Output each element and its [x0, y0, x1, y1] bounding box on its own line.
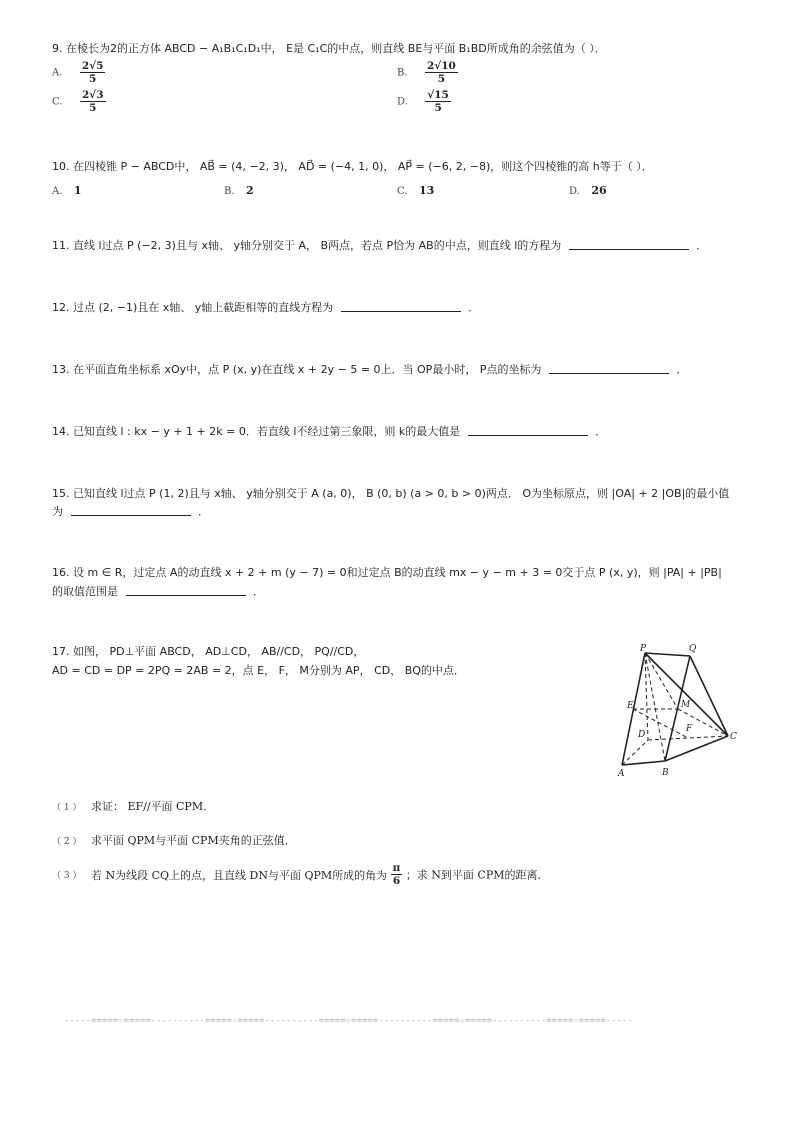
option-value: 1: [73, 184, 82, 197]
q9-option-b[interactable]: [397, 60, 458, 85]
part-index: （ 1 ）: [52, 803, 82, 813]
q16-line2: [52, 583, 264, 599]
option-fraction: $\frac{2√3}{5}$: [81, 89, 104, 114]
q17-part-3: [52, 862, 549, 887]
option-fraction: $\frac{2√5}{5}$: [81, 60, 104, 85]
part-text-before: 若 N为线段 CQ上的点，且直线 DN与平面 QPM所成的角为: [90, 868, 388, 882]
q10-option-a[interactable]: [52, 184, 82, 197]
part-index: （ 3 ）: [52, 871, 82, 881]
q13: [52, 361, 687, 377]
q9-option-a[interactable]: [52, 60, 105, 85]
vertex-label-e: E: [627, 701, 634, 711]
option-label: B.: [397, 67, 408, 79]
q12-text: 12. 过点 (2, −1)且在 x轴、 y轴上截距相等的直线方程为: [52, 301, 334, 314]
option-label: D.: [397, 96, 408, 108]
vertex-label-b: B: [662, 768, 669, 778]
q13-end: ．: [676, 363, 688, 376]
q16-line1: 16. 设 m ∈ R，过定点 A的动直线 x + 2 + m (y − 7) = 0和过定点 B的动直线 mx − y − m + 3 = 0交于点 P (x, y)，则 |PA| + |PB|: [52, 566, 722, 579]
q15-line2-text: 为: [52, 505, 63, 518]
q9-option-c[interactable]: [52, 89, 106, 114]
q17-line1: 17. 如图， PD⊥平面 ABCD， AD⊥CD， AB//CD， PQ//CD，: [52, 645, 365, 658]
q15-end: ．: [198, 505, 209, 518]
vertex-label-q: Q: [689, 644, 697, 654]
q13-text: 13. 在平面直角坐标系 xOy中，点 P (x, y)在直线 x + 2y − 5 = 0上．当 OP最小时， P点的坐标为: [52, 363, 542, 376]
q16-answer-blank[interactable]: [126, 585, 246, 596]
q10-option-b[interactable]: [224, 184, 254, 197]
q15-line2: [52, 503, 209, 519]
vertex-label-a: A: [618, 769, 625, 779]
q16-end: ．: [253, 585, 264, 598]
q13-answer-blank[interactable]: [549, 363, 669, 374]
q10-option-c[interactable]: [397, 184, 434, 197]
q17-part-1: [52, 798, 214, 814]
q11-answer-blank[interactable]: [569, 239, 689, 250]
q14-answer-blank[interactable]: [468, 425, 588, 436]
q17-figure: [610, 640, 750, 780]
q14-end: ．: [595, 425, 607, 438]
q9-option-d[interactable]: [397, 89, 451, 114]
q17-part-2: [52, 832, 296, 848]
vertex-label-d: D: [638, 730, 646, 740]
option-label: C.: [397, 186, 408, 197]
q9-stem: 9. 在棱长为2的正方体 ABCD − A₁B₁C₁D₁中， E是 C₁C的中点，则直线 BE与平面 B₁BD所成角的余弦值为（ ）．: [52, 42, 606, 55]
q10-stem: 10. 在四棱锥 P − ABCD中， AB⃗ = (4, −2, 3)， AD⃗ = (−4, 1, 0)， AP⃗ = (−6, 2, −8)，则这个四棱锥的高 h等于（ ）．: [52, 160, 653, 173]
footer-divider: -----=====☆=====----------=====☆=====----------=====☆=====----------=====☆=====----------=====☆=====-----: [64, 1016, 633, 1026]
option-label: D.: [569, 186, 580, 197]
q14: [52, 423, 606, 439]
q12: [52, 299, 479, 315]
option-fraction: $\frac{√15}{5}$: [427, 89, 449, 114]
part-text-after: ；求 N到平面 CPM的距离．: [405, 868, 549, 882]
vertex-label-c: C: [730, 732, 737, 742]
angle-fraction: $\frac{\pi}{6}$: [392, 862, 401, 887]
q11-end: ．: [696, 239, 708, 252]
figure-hidden-edges: [622, 653, 728, 765]
vertex-label-p: P: [640, 644, 647, 654]
option-label: C.: [52, 96, 63, 108]
part-text: 求证： EF//平面 CPM．: [90, 800, 215, 813]
q14-text: 14. 已知直线 l : kx − y + 1 + 2k = 0．若直线 l不经过第三象限，则 k的最大值是: [52, 425, 461, 438]
q12-end: ．: [468, 301, 480, 314]
q12-answer-blank[interactable]: [341, 301, 461, 312]
q11: [52, 237, 707, 253]
q10-option-d[interactable]: [569, 184, 607, 197]
option-value: 13: [418, 184, 435, 197]
option-label: A.: [52, 186, 63, 197]
vertex-label-m: M: [681, 700, 691, 710]
q11-text: 11. 直线 l过点 P (−2, 3)且与 x轴、 y轴分别交于 A， B两点，若点 P恰为 AB的中点，则直线 l的方程为: [52, 239, 562, 252]
option-label: A.: [52, 67, 63, 79]
option-value: 26: [591, 184, 607, 197]
part-index: （ 2 ）: [52, 837, 82, 847]
vertex-label-f: F: [686, 724, 693, 734]
option-label: B.: [224, 186, 235, 197]
q15-answer-blank[interactable]: [71, 505, 191, 516]
q15-line1: 15. 已知直线 l过点 P (1, 2)且与 x轴、 y轴分别交于 A (a, 0)， B (0, b) (a > 0, b > 0)两点． O为坐标原点，则 |OA| + 2 |OB|的最小值: [52, 487, 730, 500]
option-value: 2: [246, 184, 254, 197]
q17-line2: AD = CD = DP = 2PQ = 2AB = 2，点 E， F， M分别为 AP， CD， BQ的中点．: [52, 664, 465, 677]
q16-line2-text: 的取值范围是: [52, 585, 118, 598]
option-fraction: $\frac{2√10}{5}$: [427, 60, 456, 85]
part-text: 求平面 QPM与平面 CPM夹角的正弦值．: [90, 834, 296, 847]
